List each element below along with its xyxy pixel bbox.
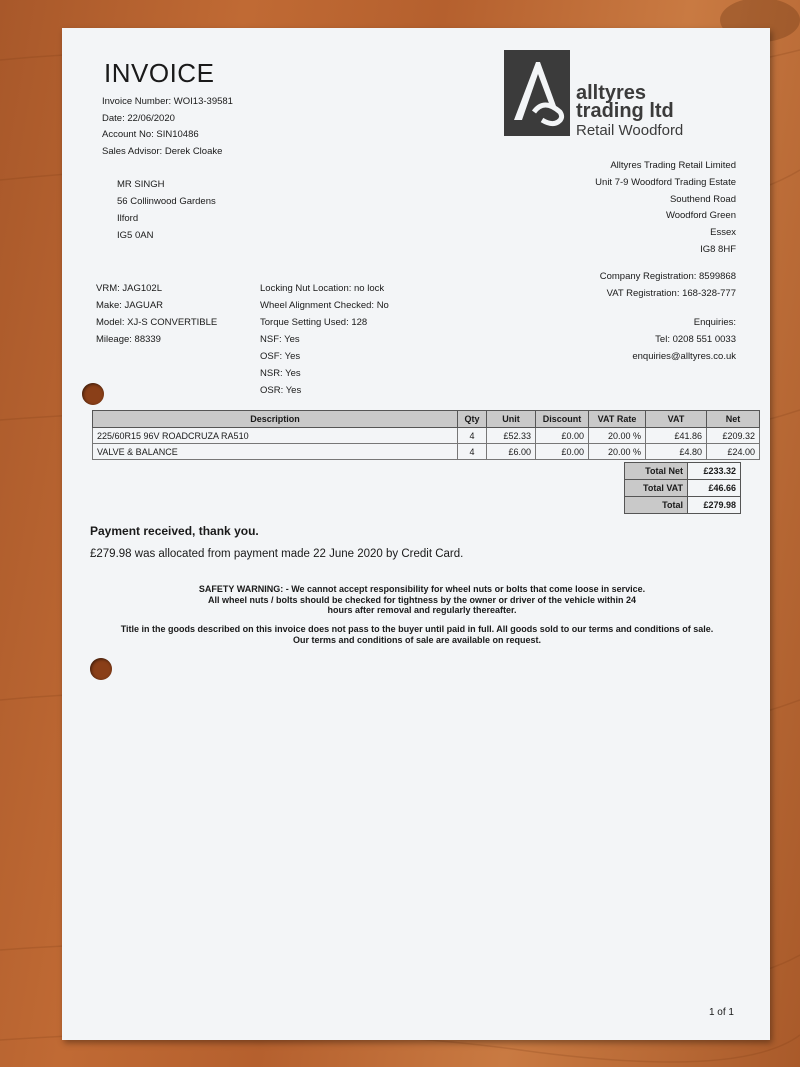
total-net-row	[625, 463, 741, 480]
cell-vat: £4.80	[646, 444, 707, 460]
company-line: Woodford Green	[665, 210, 736, 222]
safety-line: All wheel nuts / bolts should be checked for tightness by the owner or driver of the vehicle within 24	[207, 594, 637, 605]
cell-unit: £6.00	[487, 444, 536, 460]
vat-reg-number: VAT Registration: 168-328-777	[606, 288, 736, 299]
page-number: 1 of 1	[708, 1007, 734, 1018]
company-address	[595, 158, 736, 259]
company-logo	[504, 50, 734, 142]
payment-received: Payment received, thank you.	[90, 524, 259, 538]
cell-net: £209.32	[707, 428, 760, 444]
cell-qty: 4	[458, 428, 487, 444]
col-discount: Discount	[536, 411, 589, 428]
company-line: Southend Road	[669, 193, 736, 205]
wheel-alignment: Wheel Alignment Checked: No	[260, 300, 389, 311]
grand-total-value: £279.98	[688, 497, 741, 514]
company-line: Essex	[710, 227, 736, 239]
company-reg-number: Company Registration: 8599868	[599, 271, 736, 282]
logo-name	[576, 84, 674, 120]
check-osf: OSF: Yes	[260, 351, 301, 362]
payment-allocation: £279.98 was allocated from payment made 22 June 2020 by Credit Card.	[90, 548, 464, 560]
vehicle-details	[96, 280, 217, 348]
customer-line: MR SINGH	[117, 179, 165, 190]
logo-subtitle: Retail Woodford	[576, 122, 684, 139]
terms-notice	[92, 624, 742, 645]
cell-description: 225/60R15 96V ROADCRUZA RA510	[93, 428, 458, 444]
cell-discount: £0.00	[536, 428, 589, 444]
sales-advisor: Sales Advisor: Derek Cloake	[102, 145, 223, 157]
grand-total-label: Total	[625, 497, 688, 514]
punch-hole-bottom	[90, 658, 112, 680]
invoice-sheet	[62, 28, 770, 1040]
account-number: Account No: SIN10486	[102, 129, 199, 140]
table-header-row	[93, 411, 760, 428]
logo-mark	[504, 50, 570, 136]
cell-net: £24.00	[707, 444, 760, 460]
line-items-table	[92, 410, 760, 460]
cell-vat-rate: 20.00 %	[589, 444, 646, 460]
col-unit: Unit	[487, 411, 536, 428]
invoice-meta	[102, 94, 233, 160]
customer-line: IG5 0AN	[117, 230, 154, 241]
customer-line: Ilford	[117, 213, 139, 224]
email: enquiries@alltyres.co.uk	[632, 351, 736, 362]
vehicle-mileage: Mileage: 88339	[96, 334, 161, 345]
col-net: Net	[707, 411, 760, 428]
cell-description: VALVE & BALANCE	[93, 444, 458, 460]
punch-hole-top	[82, 383, 104, 405]
vehicle-model: Model: XJ-S CONVERTIBLE	[96, 317, 218, 328]
company-line: IG8 8HF	[700, 243, 736, 255]
invoice-title: INVOICE	[104, 58, 215, 88]
enquiries-label: Enquiries:	[693, 317, 736, 328]
total-vat-value: £46.66	[688, 480, 741, 497]
vehicle-make: Make: JAGUAR	[96, 300, 164, 311]
col-qty: Qty	[458, 411, 487, 428]
cell-vat: £41.86	[646, 428, 707, 444]
locking-nut: Locking Nut Location: no lock	[260, 283, 385, 294]
col-vat-rate: VAT Rate	[589, 411, 646, 428]
total-net-label: Total Net	[625, 463, 688, 480]
col-description: Description	[93, 411, 458, 428]
torque-setting: Torque Setting Used: 128	[260, 317, 368, 328]
table-row	[93, 428, 760, 444]
company-line: Unit 7-9 Woodford Trading Estate	[595, 176, 736, 188]
company-contact	[632, 314, 736, 365]
invoice-date: Date: 22/06/2020	[102, 112, 175, 124]
check-nsr: NSR: Yes	[260, 368, 301, 379]
total-vat-row	[625, 480, 741, 497]
totals-table	[624, 462, 741, 514]
service-checks	[260, 280, 389, 399]
vehicle-vrm: VRM: JAG102L	[96, 283, 162, 294]
cell-vat-rate: 20.00 %	[589, 428, 646, 444]
check-osr: OSR: Yes	[260, 385, 302, 396]
grand-total-row	[625, 497, 741, 514]
customer-address	[117, 176, 216, 244]
safety-line: hours after removal and regularly thereafter.	[327, 605, 517, 615]
cell-qty: 4	[458, 444, 487, 460]
logo-name-line1: alltyres	[576, 82, 647, 104]
invoice-number: Invoice Number: WOI13-39581	[102, 96, 233, 107]
terms-line: Title in the goods described on this invoice does not pass to the buyer until paid in full. All goods sold to our terms and conditions of sale.	[120, 624, 714, 634]
safety-warning	[152, 584, 692, 616]
company-registration	[600, 268, 736, 302]
logo-a-icon	[504, 50, 570, 136]
safety-line: SAFETY WARNING: - We cannot accept responsibility for wheel nuts or bolts that come loose in service.	[198, 584, 646, 594]
telephone: Tel: 0208 551 0033	[655, 334, 736, 345]
terms-line: Our terms and conditions of sale are available on request.	[292, 634, 542, 645]
check-nsf: NSF: Yes	[260, 334, 300, 345]
company-line: Alltyres Trading Retail Limited	[610, 160, 736, 171]
total-vat-label: Total VAT	[625, 480, 688, 497]
cell-unit: £52.33	[487, 428, 536, 444]
table-row	[93, 444, 760, 460]
total-net-value: £233.32	[688, 463, 741, 480]
logo-name-line2: trading ltd	[576, 100, 674, 122]
customer-line: 56 Collinwood Gardens	[117, 196, 216, 207]
cell-discount: £0.00	[536, 444, 589, 460]
col-vat: VAT	[646, 411, 707, 428]
